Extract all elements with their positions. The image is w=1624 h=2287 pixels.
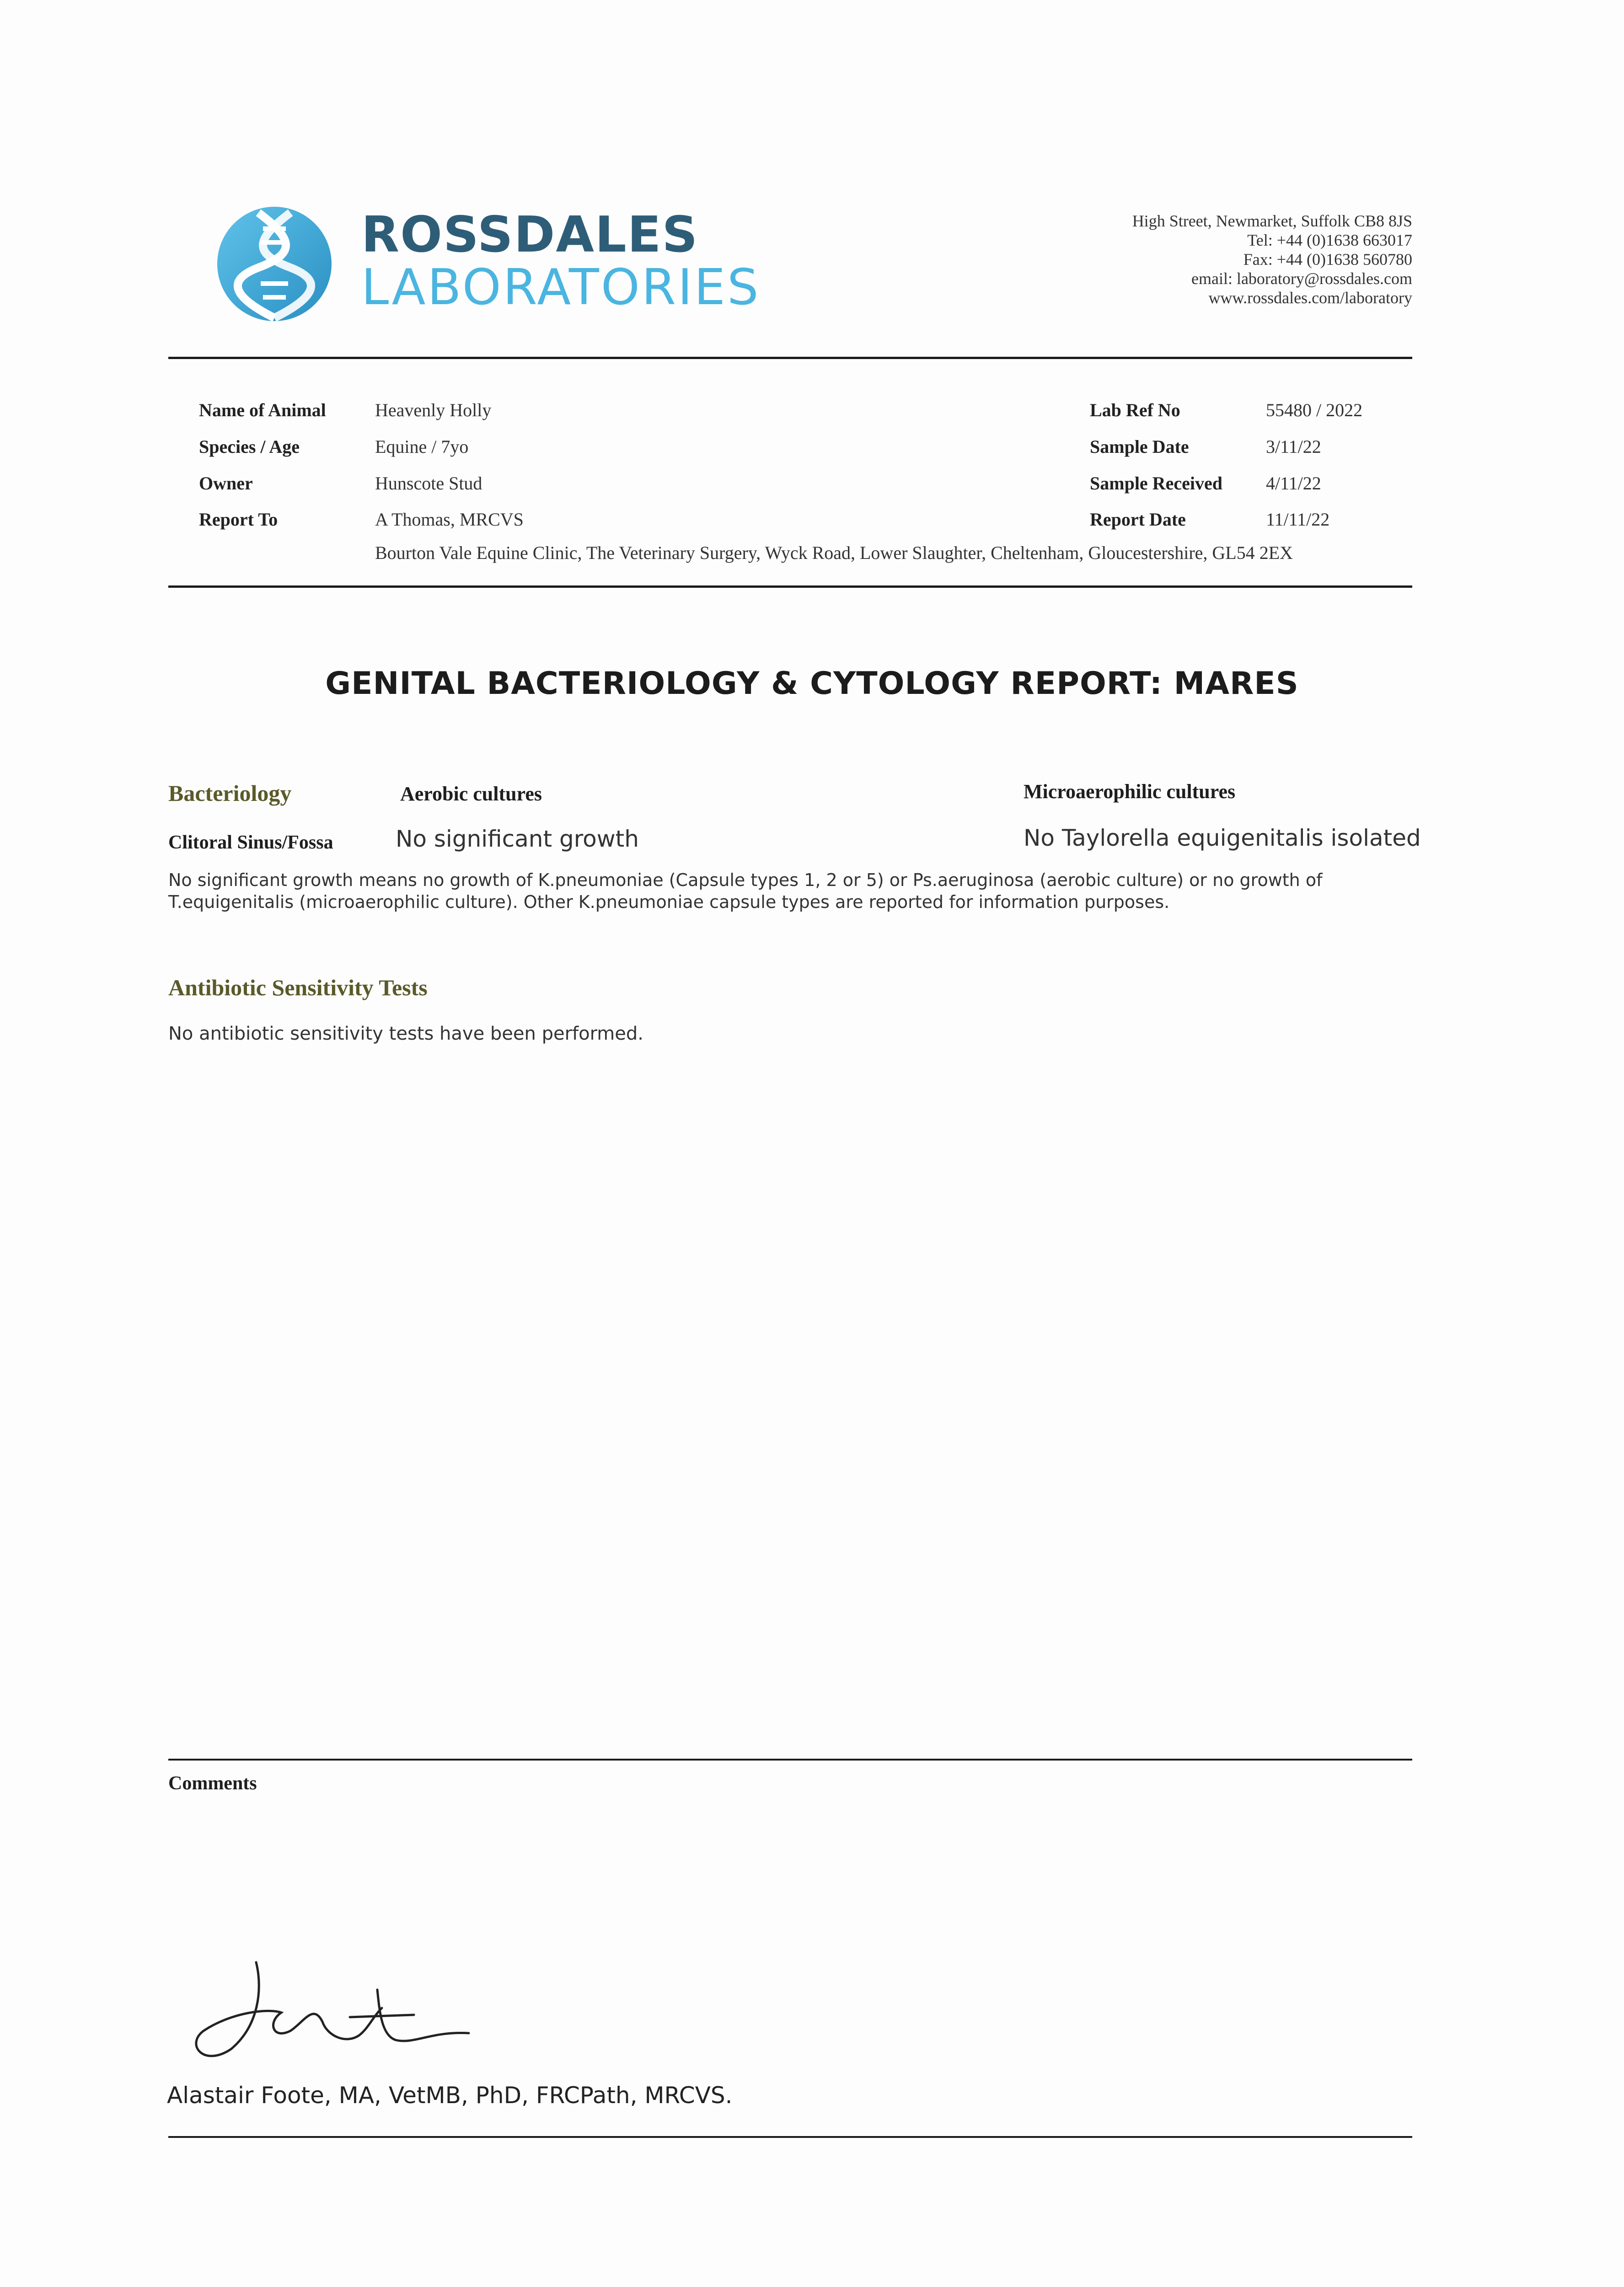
report-to-address: Bourton Vale Equine Clinic, The Veterinary Surgery, Wyck Road, Lower Slaughter, Cheltenham, Gloucestershire, GL54 2EX [375, 542, 1293, 563]
bacteriology-heading: Bacteriology [168, 780, 292, 806]
lab-address-street: High Street, Newmarket, Suffolk CB8 8JS [1132, 212, 1412, 230]
lab-ref-value: 55480 / 2022 [1266, 400, 1363, 420]
owner-label: Owner [199, 473, 253, 494]
signatory-name: Alastair Foote, MA, VetMB, PhD, FRCPath, MRCVS. [167, 2082, 733, 2109]
antibiotic-sensitivity-heading: Antibiotic Sensitivity Tests [168, 975, 428, 1000]
microaerophilic-result: No Taylorella equigenitalis isolated [1024, 825, 1421, 851]
report-to-value: A Thomas, MRCVS [375, 509, 524, 530]
sample-site-label: Clitoral Sinus/Fossa [168, 832, 333, 853]
header-divider [168, 357, 1412, 359]
lab-address-email[interactable]: email: laboratory@rossdales.com [1191, 269, 1412, 288]
report-title: GENITAL BACTERIOLOGY & CYTOLOGY REPORT: MARES [325, 666, 1299, 702]
signature-icon [176, 1953, 496, 2067]
antibiotic-sensitivity-note: No antibiotic sensitivity tests have been performed. [168, 1023, 643, 1044]
lab-name-line2: LABORATORIES [361, 259, 761, 316]
report-date-value: 11/11/22 [1266, 509, 1330, 530]
lab-address [1001, 211, 1412, 307]
report-date-label: Report Date [1090, 509, 1186, 530]
name-of-animal-value: Heavenly Holly [375, 400, 492, 420]
sample-date-value: 3/11/22 [1266, 436, 1321, 457]
comments-label: Comments [168, 1773, 257, 1794]
sample-received-label: Sample Received [1090, 473, 1222, 494]
species-age-value: Equine / 7yo [375, 436, 469, 457]
comments-divider [168, 1759, 1412, 1761]
species-age-label: Species / Age [199, 436, 300, 457]
lab-logo-icon [215, 204, 334, 325]
lab-address-fax: Fax: +44 (0)1638 560780 [1243, 250, 1412, 268]
details-divider [168, 585, 1412, 588]
name-of-animal-label: Name of Animal [199, 400, 326, 420]
lab-ref-label: Lab Ref No [1090, 400, 1180, 420]
lab-address-tel: Tel: +44 (0)1638 663017 [1247, 231, 1412, 249]
sample-received-value: 4/11/22 [1266, 473, 1321, 494]
owner-value: Hunscote Stud [375, 473, 482, 494]
sample-date-label: Sample Date [1090, 436, 1189, 457]
microaerophilic-cultures-heading: Microaerophilic cultures [1024, 780, 1236, 803]
report-to-label: Report To [199, 509, 278, 530]
footer-divider [168, 2136, 1412, 2138]
aerobic-result: No significant growth [396, 826, 639, 852]
bacteriology-note: No significant growth means no growth of K.pneumoniae (Capsule types 1, 2 or 5) or Ps.aeruginosa (aerobic culture) or no growth of T.equigenitalis (microaerophilic culture). Other K.pneumoniae capsule types are reported for information purposes. [168, 870, 1323, 912]
lab-name-line1: ROSSDALES [361, 206, 699, 263]
aerobic-cultures-heading: Aerobic cultures [400, 783, 542, 805]
lab-address-web[interactable]: www.rossdales.com/laboratory [1208, 289, 1412, 307]
